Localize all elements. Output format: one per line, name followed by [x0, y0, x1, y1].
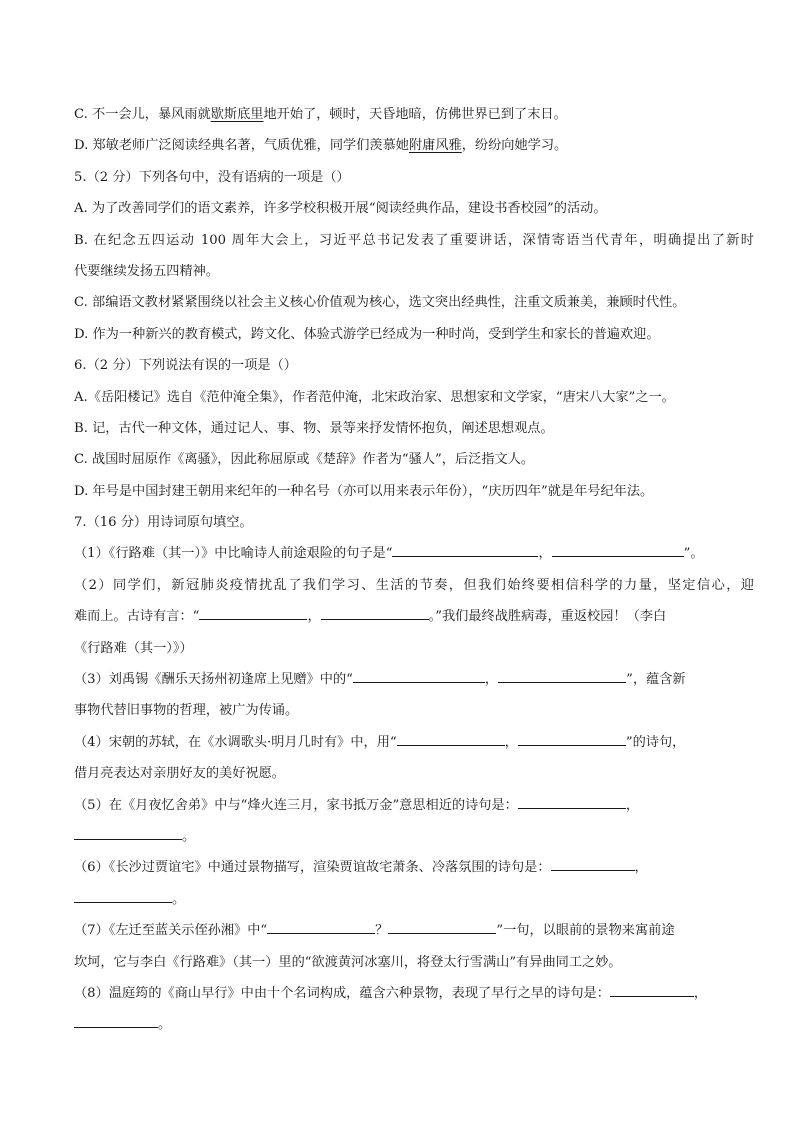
q7-item-3	[74, 664, 754, 695]
q7-item-8	[74, 978, 754, 1009]
answer-blank[interactable]	[498, 668, 626, 683]
underlined-idiom: 附庸风雅	[408, 138, 462, 154]
q7-item-2-line3: 《行路难（其一）》）	[74, 640, 193, 656]
item-text: 。	[172, 891, 186, 907]
answer-blank[interactable]	[321, 605, 429, 620]
q4-option-d	[74, 130, 754, 161]
item-text: ，	[484, 672, 499, 688]
item-text: ，	[538, 546, 552, 562]
q7-stem: 7.（16 分）用诗词原句填空。	[74, 515, 253, 531]
answer-blank[interactable]	[74, 825, 182, 840]
option-text: ，纷纷向她学习。	[461, 138, 568, 154]
item-text: ”。	[683, 546, 704, 562]
item-text: ”的诗句，	[625, 734, 686, 750]
q6-stem: 6.（2 分）下列说法有误的一项是（）	[74, 358, 297, 374]
answer-blank[interactable]	[392, 542, 538, 557]
item-text: ”一句，以眼前的景物来寓前途	[496, 923, 675, 939]
item-text: ，	[693, 985, 708, 1001]
q7-item-5	[74, 790, 754, 821]
answer-blank[interactable]	[74, 1013, 158, 1028]
item-text: ？	[375, 923, 389, 939]
q7-item-1	[74, 538, 754, 569]
q7-item-5-line2	[74, 821, 754, 852]
q7-item-8-line2	[74, 1009, 754, 1040]
answer-blank[interactable]	[397, 731, 505, 746]
q7-item-7-line2: 坎坷，它与李白《行路难》（其一）里的“欲渡黄河冰塞川，将登太行雪满山”有异曲同工之妙。	[74, 954, 622, 970]
q7-item-2-line1: （2）同学们，新冠肺炎疫情扰乱了我们学习、生活的节奏，但我们始终要相信科学的力量，坚定信心，迎	[74, 577, 754, 593]
q5-option-a: A. 为了改善同学们的语文素养，许多学校积极开展“阅读经典作品，建设书香校园”的活动。	[74, 201, 607, 217]
option-text: 地开始了，顿时，天昏地暗，仿佛世界已到了末日。	[263, 107, 567, 122]
item-text: 。	[182, 828, 196, 844]
item-text: （5）在《月夜忆舍弟》中与“烽火连三月，家书抵万金”意思相近的诗句是：	[74, 797, 518, 813]
item-text: （3）刘禹锡《酬乐天扬州初逢席上见赠》中的“	[74, 672, 353, 688]
answer-blank[interactable]	[551, 856, 635, 871]
answer-blank[interactable]	[267, 919, 375, 934]
item-text: （8）温庭筠的《商山早行》中由十个名词构成，蕴含六种景物，表现了早行之早的诗句是：	[74, 985, 610, 1001]
item-text: ，	[634, 860, 648, 876]
item-text: ，	[625, 797, 640, 813]
q7-item-7	[74, 915, 754, 946]
q7-item-6-line2	[74, 884, 754, 915]
answer-blank[interactable]	[610, 982, 694, 997]
underlined-idiom: 歇斯底里	[210, 107, 264, 122]
item-text: 。”我们最终战胜病毒，重返校园！（李白	[428, 609, 667, 625]
item-text: ”，蕴含新	[626, 672, 686, 688]
answer-blank[interactable]	[518, 794, 626, 809]
answer-blank[interactable]	[552, 542, 684, 557]
option-text: C. 不一会儿，暴风雨就	[74, 107, 211, 122]
answer-blank[interactable]	[353, 668, 485, 683]
item-text: （1）《行路难（其一）》中比喻诗人前途艰险的句子是“	[74, 546, 393, 562]
answer-blank[interactable]	[199, 605, 307, 620]
q5-option-b-line2: 代要继续发扬五四精神。	[74, 263, 220, 279]
q6-option-b: B. 记，古代一种文体，通过记人、事、物、景等来抒发情怀抱负，阐述思想观点。	[74, 420, 554, 436]
answer-blank[interactable]	[74, 888, 172, 903]
item-text: ，	[504, 734, 518, 750]
q7-item-2-line2	[74, 601, 754, 632]
item-text: 难而上。古诗有言：“	[74, 609, 200, 625]
item-text: （4）宋朝的苏轼，在《水调歌头·明月几时有》中，用“	[74, 734, 397, 750]
q6-option-c: C. 战国时屈原作《离骚》，因此称屈原或《楚辞》作者为“骚人”，后泛指文人。	[74, 452, 535, 468]
q6-option-d: D. 年号是中国封建王朝用来纪年的一种名号（亦可以用来表示年份），“庆历四年”就是年号纪年法。	[74, 483, 654, 499]
item-text: （6）《长沙过贾谊宅》中通过景物描写，渲染贾谊故宅萧条、冷落氛围的诗句是：	[74, 860, 551, 876]
item-text: （7）《左迁至蓝关示侄孙湘》中“	[74, 923, 268, 939]
q5-stem: 5.（2 分）下列各句中，没有语病的一项是（）	[74, 169, 350, 185]
q7-item-6	[74, 852, 754, 883]
q5-option-c: C. 部编语文教材紧紧围绕以社会主义核心价值观为核心，选文突出经典性，注重文质兼美，兼顾时代性。	[74, 295, 686, 311]
q5-option-d: D. 作为一种新兴的教育模式，跨文化、体验式游学已经成为一种时尚，受到学生和家长的普遍欢迎。	[74, 326, 660, 342]
answer-blank[interactable]	[518, 731, 626, 746]
q4-option-c	[74, 99, 754, 130]
q6-option-a: A.《岳阳楼记》选自《范仲淹全集》，作者范仲淹，北宋政治家、思想家和文学家，“唐宋八大家”之一。	[74, 389, 675, 405]
item-text: ，	[307, 609, 321, 625]
q7-item-3-line2: 事物代替旧事物的哲理，被广为传诵。	[74, 703, 299, 719]
item-text: 。	[158, 1017, 172, 1033]
q5-option-b-line1: B. 在纪念五四运动 100 周年大会上，习近平总书记发表了重要讲话，深情寄语当代青年，明确提出了新时	[74, 232, 754, 248]
q7-item-4-line2: 借月亮表达对亲朋好友的美好祝愿。	[74, 766, 285, 782]
answer-blank[interactable]	[388, 919, 496, 934]
q7-item-4	[74, 727, 754, 758]
option-text: D. 郑敏老师广泛阅读经典名著，气质优雅，同学们羡慕她	[74, 138, 409, 154]
